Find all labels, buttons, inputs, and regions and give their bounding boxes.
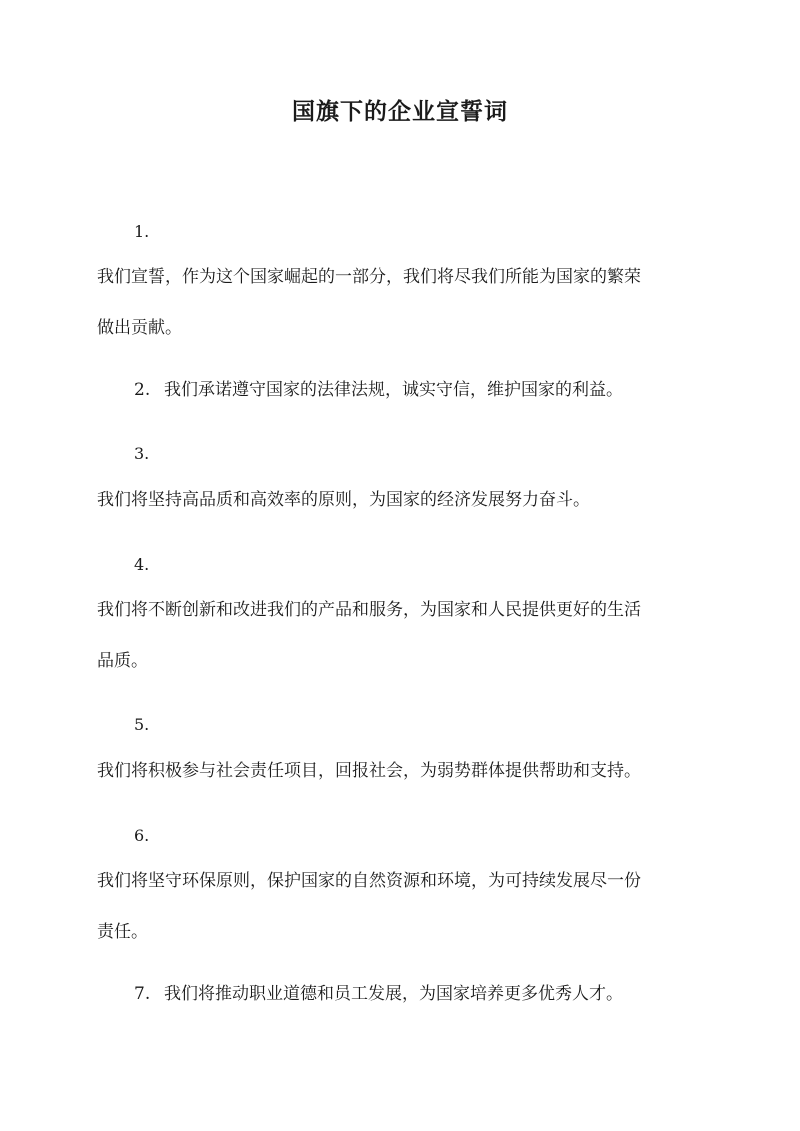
item-4-line-1: 我们将不断创新和改进我们的产品和服务，为国家和人民提供更好的生活 xyxy=(97,600,641,620)
item-number-3: 3. xyxy=(134,444,150,463)
item-2 xyxy=(134,378,714,402)
document-title: 国旗下的企业宣誓词 xyxy=(292,98,508,125)
item-5-line-1: 我们将积极参与社会责任项目，回报社会，为弱势群体提供帮助和支持。 xyxy=(97,761,641,781)
item-4-line-2: 品质。 xyxy=(97,651,148,671)
item-number-5: 5. xyxy=(134,715,150,734)
item-1-line-1: 我们宣誓，作为这个国家崛起的一部分，我们将尽我们所能为国家的繁荣 xyxy=(97,267,641,287)
item-2-line-1: 我们承诺遵守国家的法律法规，诚实守信，维护国家的利益。 xyxy=(164,380,623,400)
item-6-line-1: 我们将坚守环保原则，保护国家的自然资源和环境，为可持续发展尽一份 xyxy=(97,871,641,891)
item-7-line-1: 我们将推动职业道德和员工发展，为国家培养更多优秀人才。 xyxy=(164,984,623,1004)
item-1-line-2: 做出贡献。 xyxy=(97,318,182,338)
item-6-line-2: 责任。 xyxy=(97,922,148,942)
item-number-1: 1. xyxy=(134,222,150,241)
item-number-4: 4. xyxy=(134,555,150,574)
item-number-2: 2. xyxy=(134,380,151,400)
item-7 xyxy=(134,982,714,1006)
item-3-line-1: 我们将坚持高品质和高效率的原则，为国家的经济发展努力奋斗。 xyxy=(97,490,590,510)
item-number-6: 6. xyxy=(134,826,150,845)
item-number-7: 7. xyxy=(134,984,151,1004)
